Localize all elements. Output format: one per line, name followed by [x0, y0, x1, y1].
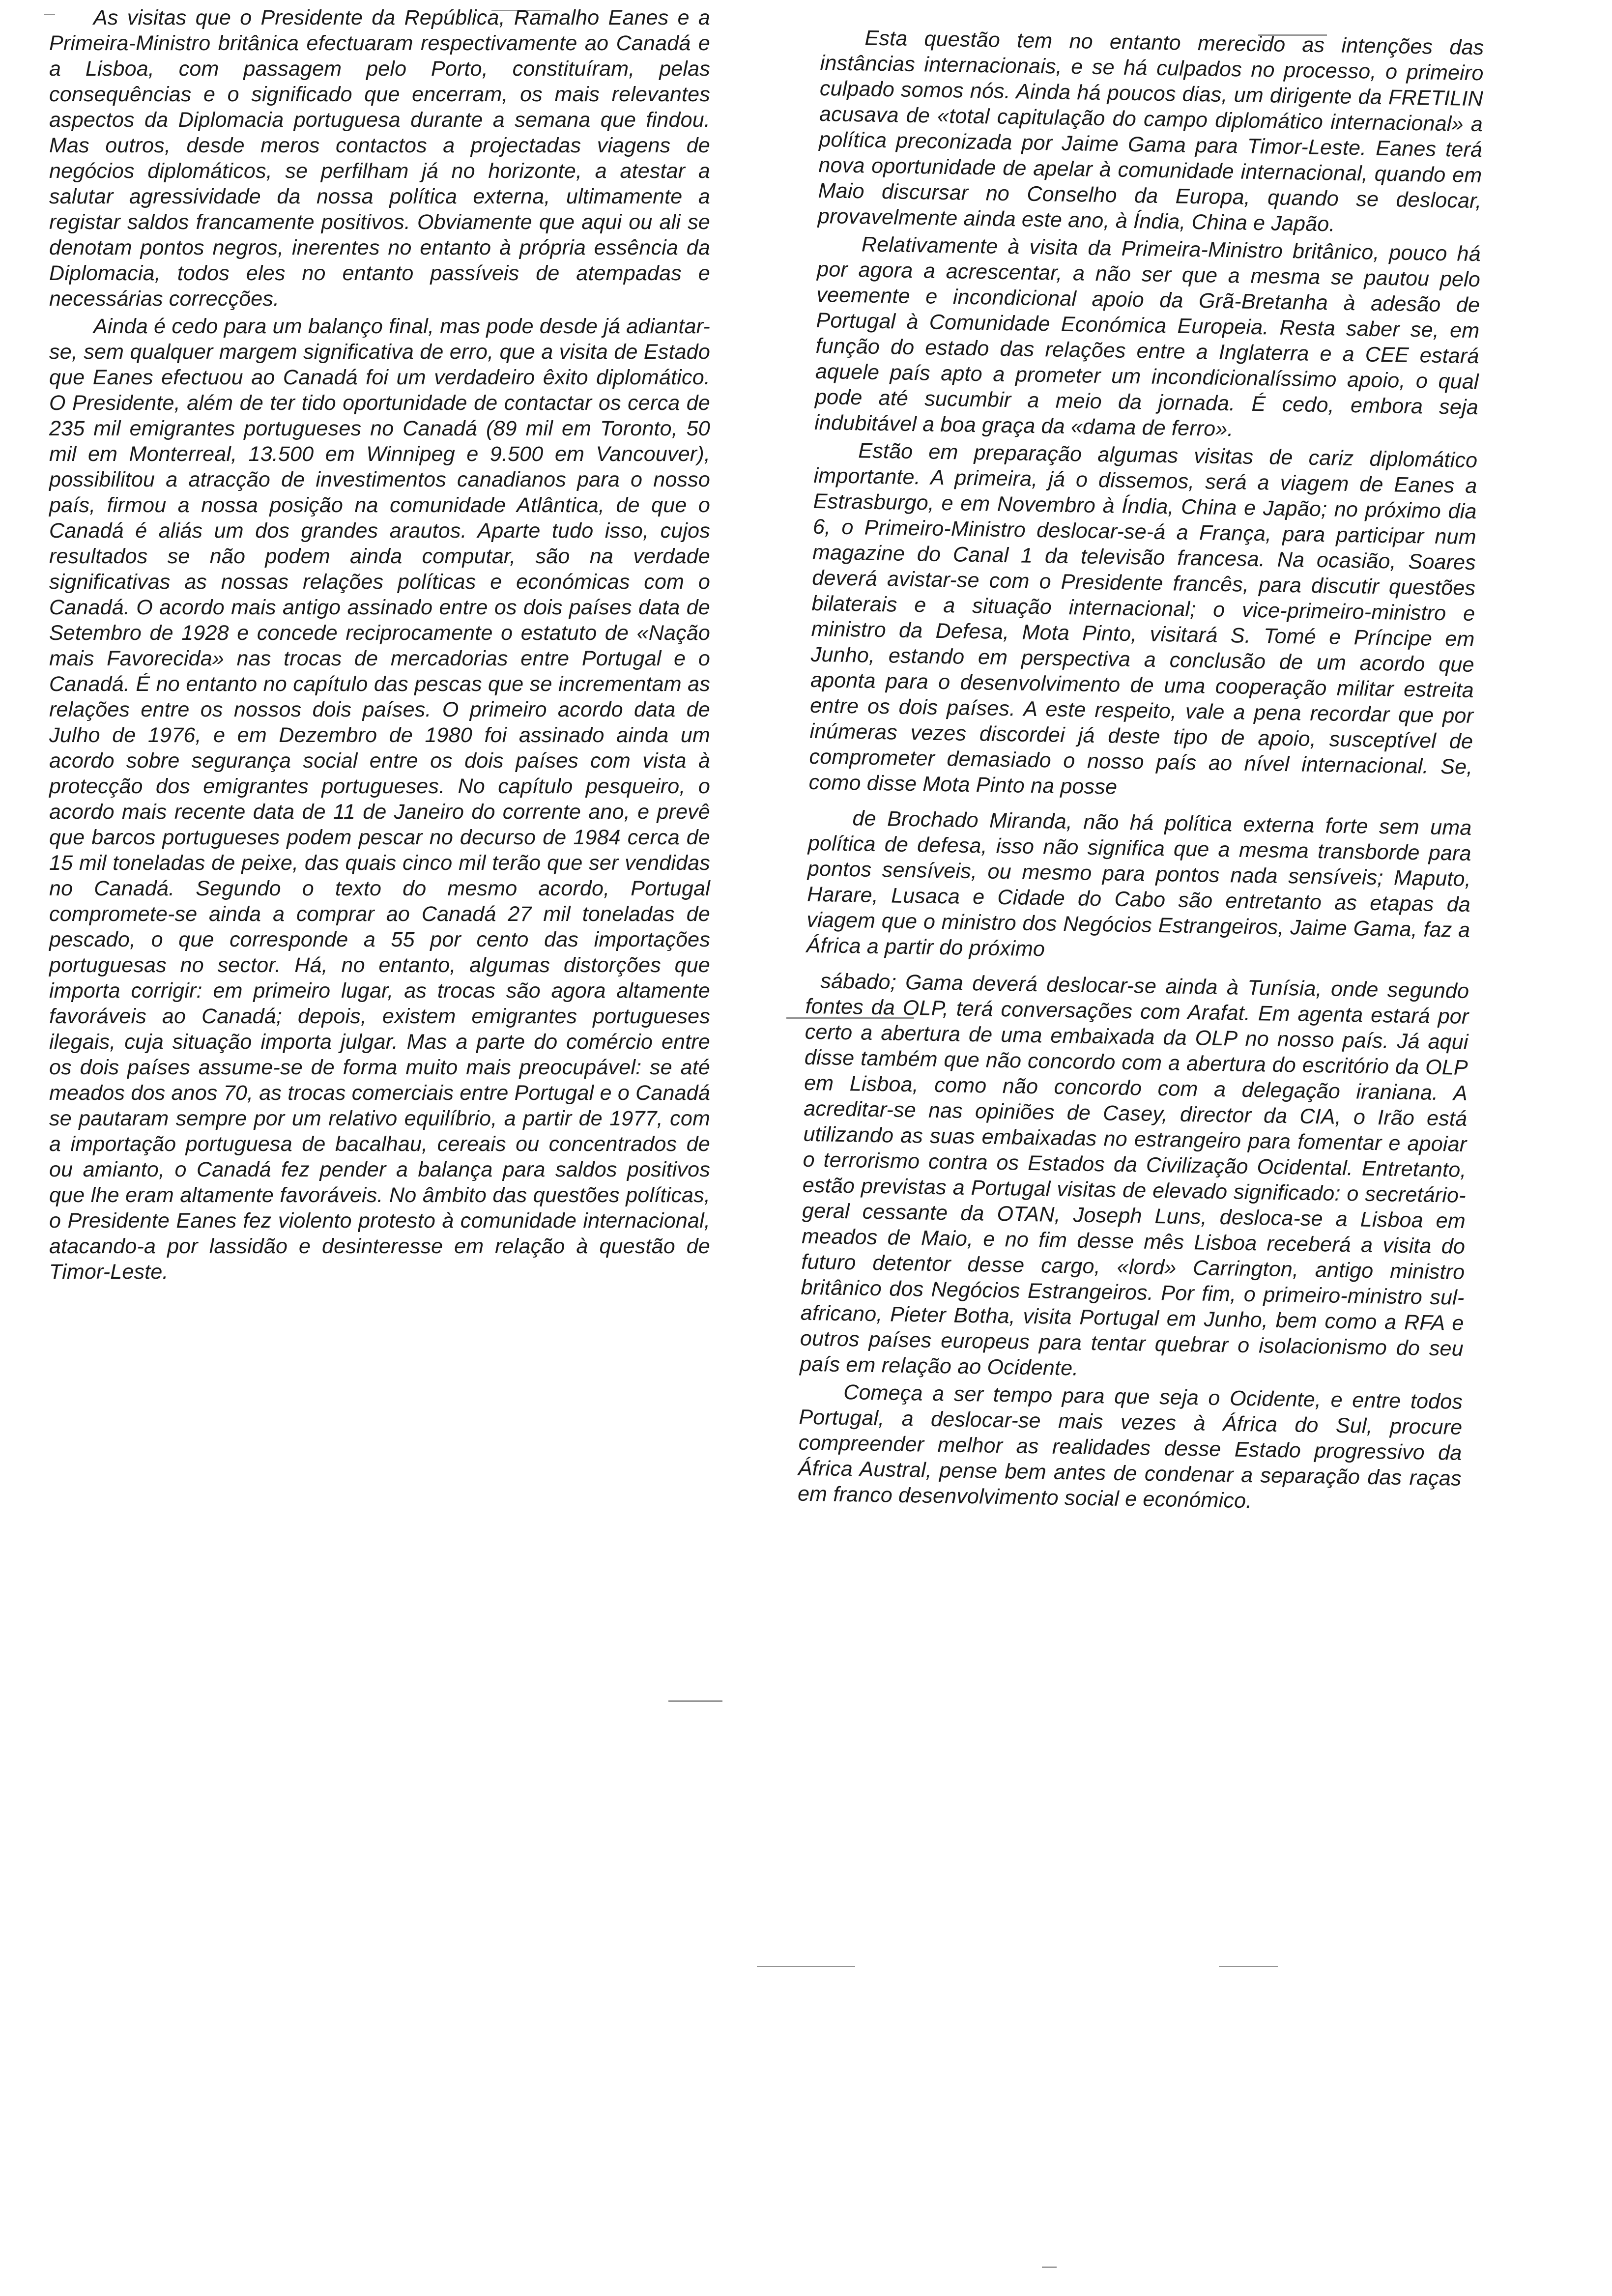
article-paragraph: Esta questão tem no entanto merecido as intenções das instâncias internacionais, e se há culpados no processo, o primeiro culpado somos nós. Ainda há poucos dias, um dirigente da FRETILIN acusava de «total capitulação do campo diplomático internacional» a política preconizada por Jaime Gama para Timor-Leste. Eanes terá nova oportunidade de apelar à comunidade internacional, quando em Maio discursar no Conselho da Europa, quando se deslocar, provavelmente ainda este ano, à Índia, China e Japão. — [817, 26, 1484, 236]
scan-speck — [757, 1966, 855, 1967]
article-paragraph: de Brochado Miranda, não há política externa forte sem uma política de defesa, isso não significa que a mesma transborde para pontos sensíveis, ou mesmo para pontos nada sensíveis; Maputo, Harare, Lusaca e Cidade do Cabo são entretanto as etapas da viagem que o ministro dos Negócios Estrangeiros, Jaime Gama, faz a África a partir do próximo — [806, 806, 1472, 961]
scan-speck — [1042, 2267, 1057, 2268]
left-text-column — [49, 5, 710, 1285]
scan-speck — [668, 1700, 722, 1702]
article-paragraph: Estão em preparação algumas visitas de cariz diplomático importante. A primeira, já o dissemos, será a viagem de Eanes a Estrasburgo, e em Novembro à Índia, China e Japão; no próximo dia 6, o Primeiro-Ministro deslocar-se-á a França, para participar num magazine do Canal 1 da televisão francesa. Na ocasião, Soares deverá avistar-se com o Presidente francês, para discutir questões bilaterais e a situação internacional; o vice-primeiro-ministro e ministro da Defesa, Mota Pinto, visitará S. Tomé e Príncipe em Junho, estando em perspectiva a conclusão de um acordo que aponta para o desenvolvimento de uma cooperação militar estreita entre os dois países. A este respeito, vale a pena recordar que por inúmeras vezes discordei já deste tipo de apoio, susceptível de comprometer demasiado o nosso país ao nível internacional. Se, como disse Mota Pinto na posse — [808, 439, 1478, 799]
article-paragraph: Relativamente à visita da Primeira-Ministro britânico, pouco há por agora a acrescentar, a não ser que a mesma se pautou pelo veemente e incondicional apoio da Grã-Bretanha à adesão de Portugal à Comunidade Económica Europeia. Resta saber se, em função do estado das relações entre a Inglaterra e a CEE estará aquele país apto a prometer um incondicionalíssimo apoio, o qual pode até sucumbir a meio da jornada. É cedo, embora seja indubitável a boa graça da «dama de ferro». — [814, 232, 1481, 441]
right-text-column — [798, 25, 1484, 1517]
article-paragraph: Começa a ser tempo para que seja o Ocidente, e entre todos Portugal, a deslocar-se mais vezes à África do Sul, procure compreender melhor as realidades desse Estado progressivo da África Austral, pense bem antes de condenar a separação das raças em franco desenvolvimento social e económico. — [797, 1380, 1463, 1513]
article-paragraph: Ainda é cedo para um balanço final, mas pode desde já adiantar-se, sem qualquer margem significativa de erro, que a visita de Estado que Eanes efectuou ao Canadá foi um verdadeiro êxito diplomático. O Presidente, além de ter tido oportunidade de contactar os cerca de 235 mil emigrantes portugueses no Canadá (89 mil em Toronto, 50 mil em Monterreal, 13.500 em Winnipeg e 9.500 em Vancouver), possibilitou a atracção de investimentos canadianos para o nosso país, firmou a nossa posição na comunidade Atlântica, de que o Canadá é aliás um dos grandes arautos. Aparte tudo isso, cujos resultados se não podem ainda computar, são na verdade significativas as nossas relações políticas e económicas com o Canadá. O acordo mais antigo assinado entre os dois países data de Setembro de 1928 e concede reciprocamente o estatuto de «Nação mais Favorecida» nas trocas de mercadorias entre Portugal e o Canadá. É no entanto no capítulo das pescas que se incrementam as relações entre os nossos dois países. O primeiro acordo data de Julho de 1976, e em Dezembro de 1980 foi assinado ainda um acordo sobre segurança social entre os dois países com vista à protecção dos emigrantes portugueses. No capítulo pesqueiro, o acordo mais recente data de 11 de Janeiro do corrente ano, e prevê que barcos portugueses podem pescar no decurso de 1984 cerca de 15 mil toneladas de peixe, das quais cinco mil terão que ser vendidas no Canadá. Segundo o texto do mesmo acordo, Portugal compromete-se ainda a comprar ao Canadá 27 mil toneladas de pescado, o que corresponde a 55 por cento das importações portuguesas no sector. Há, no entanto, algumas distorções que importa corrigir: em primeiro lugar, as trocas são agora altamente favoráveis ao Canadá; depois, existem emigrantes portugueses ilegais, cuja situação importa julgar. Mas a parte do comércio entre os dois países assume-se de forma muito mais preocupável: se até meados dos anos 70, as trocas comerciais entre Portugal e o Canadá se pautaram sempre por um relativo equilíbrio, a partir de 1977, com a importação portuguesa de bacalhau, cereais ou concentrados de ou amianto, o Canadá fez pender a balança para saldos positivos que lhe eram altamente favoráveis. No âmbito das questões políticas, o Presidente Eanes fez violento protesto à comunidade internacional, atacando-a por lassidão e desinteresse em relação à questão de Timor-Leste. — [49, 315, 710, 1284]
article-paragraph: sábado; Gama deverá deslocar-se ainda à Tunísia, onde segundo fontes da OLP, terá conversações com Arafat. Em agenta estará por certo a abertura de uma embaixada da OLP no nosso país. Já aqui disse também que não concordo com a abertura do escritório da OLP em Lisboa, como não concordo com a delegação iraniana. A acreditar-se nas opiniões de Casey, director da CIA, o Irão está utilizando as suas embaixadas no estrangeiro para fomentar e apoiar o terrorismo contra os Estados da Civilização Ocidental. Entretanto, estão previstas a Portugal visitas de elevado significado: o secretário-geral cessante da OTAN, Joseph Luns, desloca-se a Lisboa em meados de Maio, e no fim desse mês Lisboa receberá a visita do futuro detentor desse cargo, «lord» Carrington, antigo ministro britânico dos Negócios Estrangeiros. Por fim, o primeiro-ministro sul-africano, Pieter Botha, visita Portugal em Junho, bem como a RFA e outros países europeus para tentar quebrar o isolacionismo do seu país em relação ao Ocidente. — [799, 969, 1469, 1380]
article-paragraph: As visitas que o Presidente da República, Ramalho Eanes e a Primeira-Ministro britânica efectuaram respectivamente ao Canadá e a Lisboa, com passagem pelo Porto, constituíram, pelas consequências e o significado que encerram, os mais relevantes aspectos da Diplomacia portuguesa durante a semana que findou. Mas outros, desde meros contactos a projectadas viagens de negócios diplomáticos, se perfilham já no horizonte, a atestar a salutar agressividade da nossa política externa, ultimamente a registar saldos francamente positivos. Obviamente que aqui ou ali se denotam pontos negros, inerentes no entanto à própria essência da Diplomacia, todos eles no entanto passíveis de atempadas e necessárias correcções. — [49, 6, 710, 311]
scan-speck — [1219, 1966, 1278, 1967]
